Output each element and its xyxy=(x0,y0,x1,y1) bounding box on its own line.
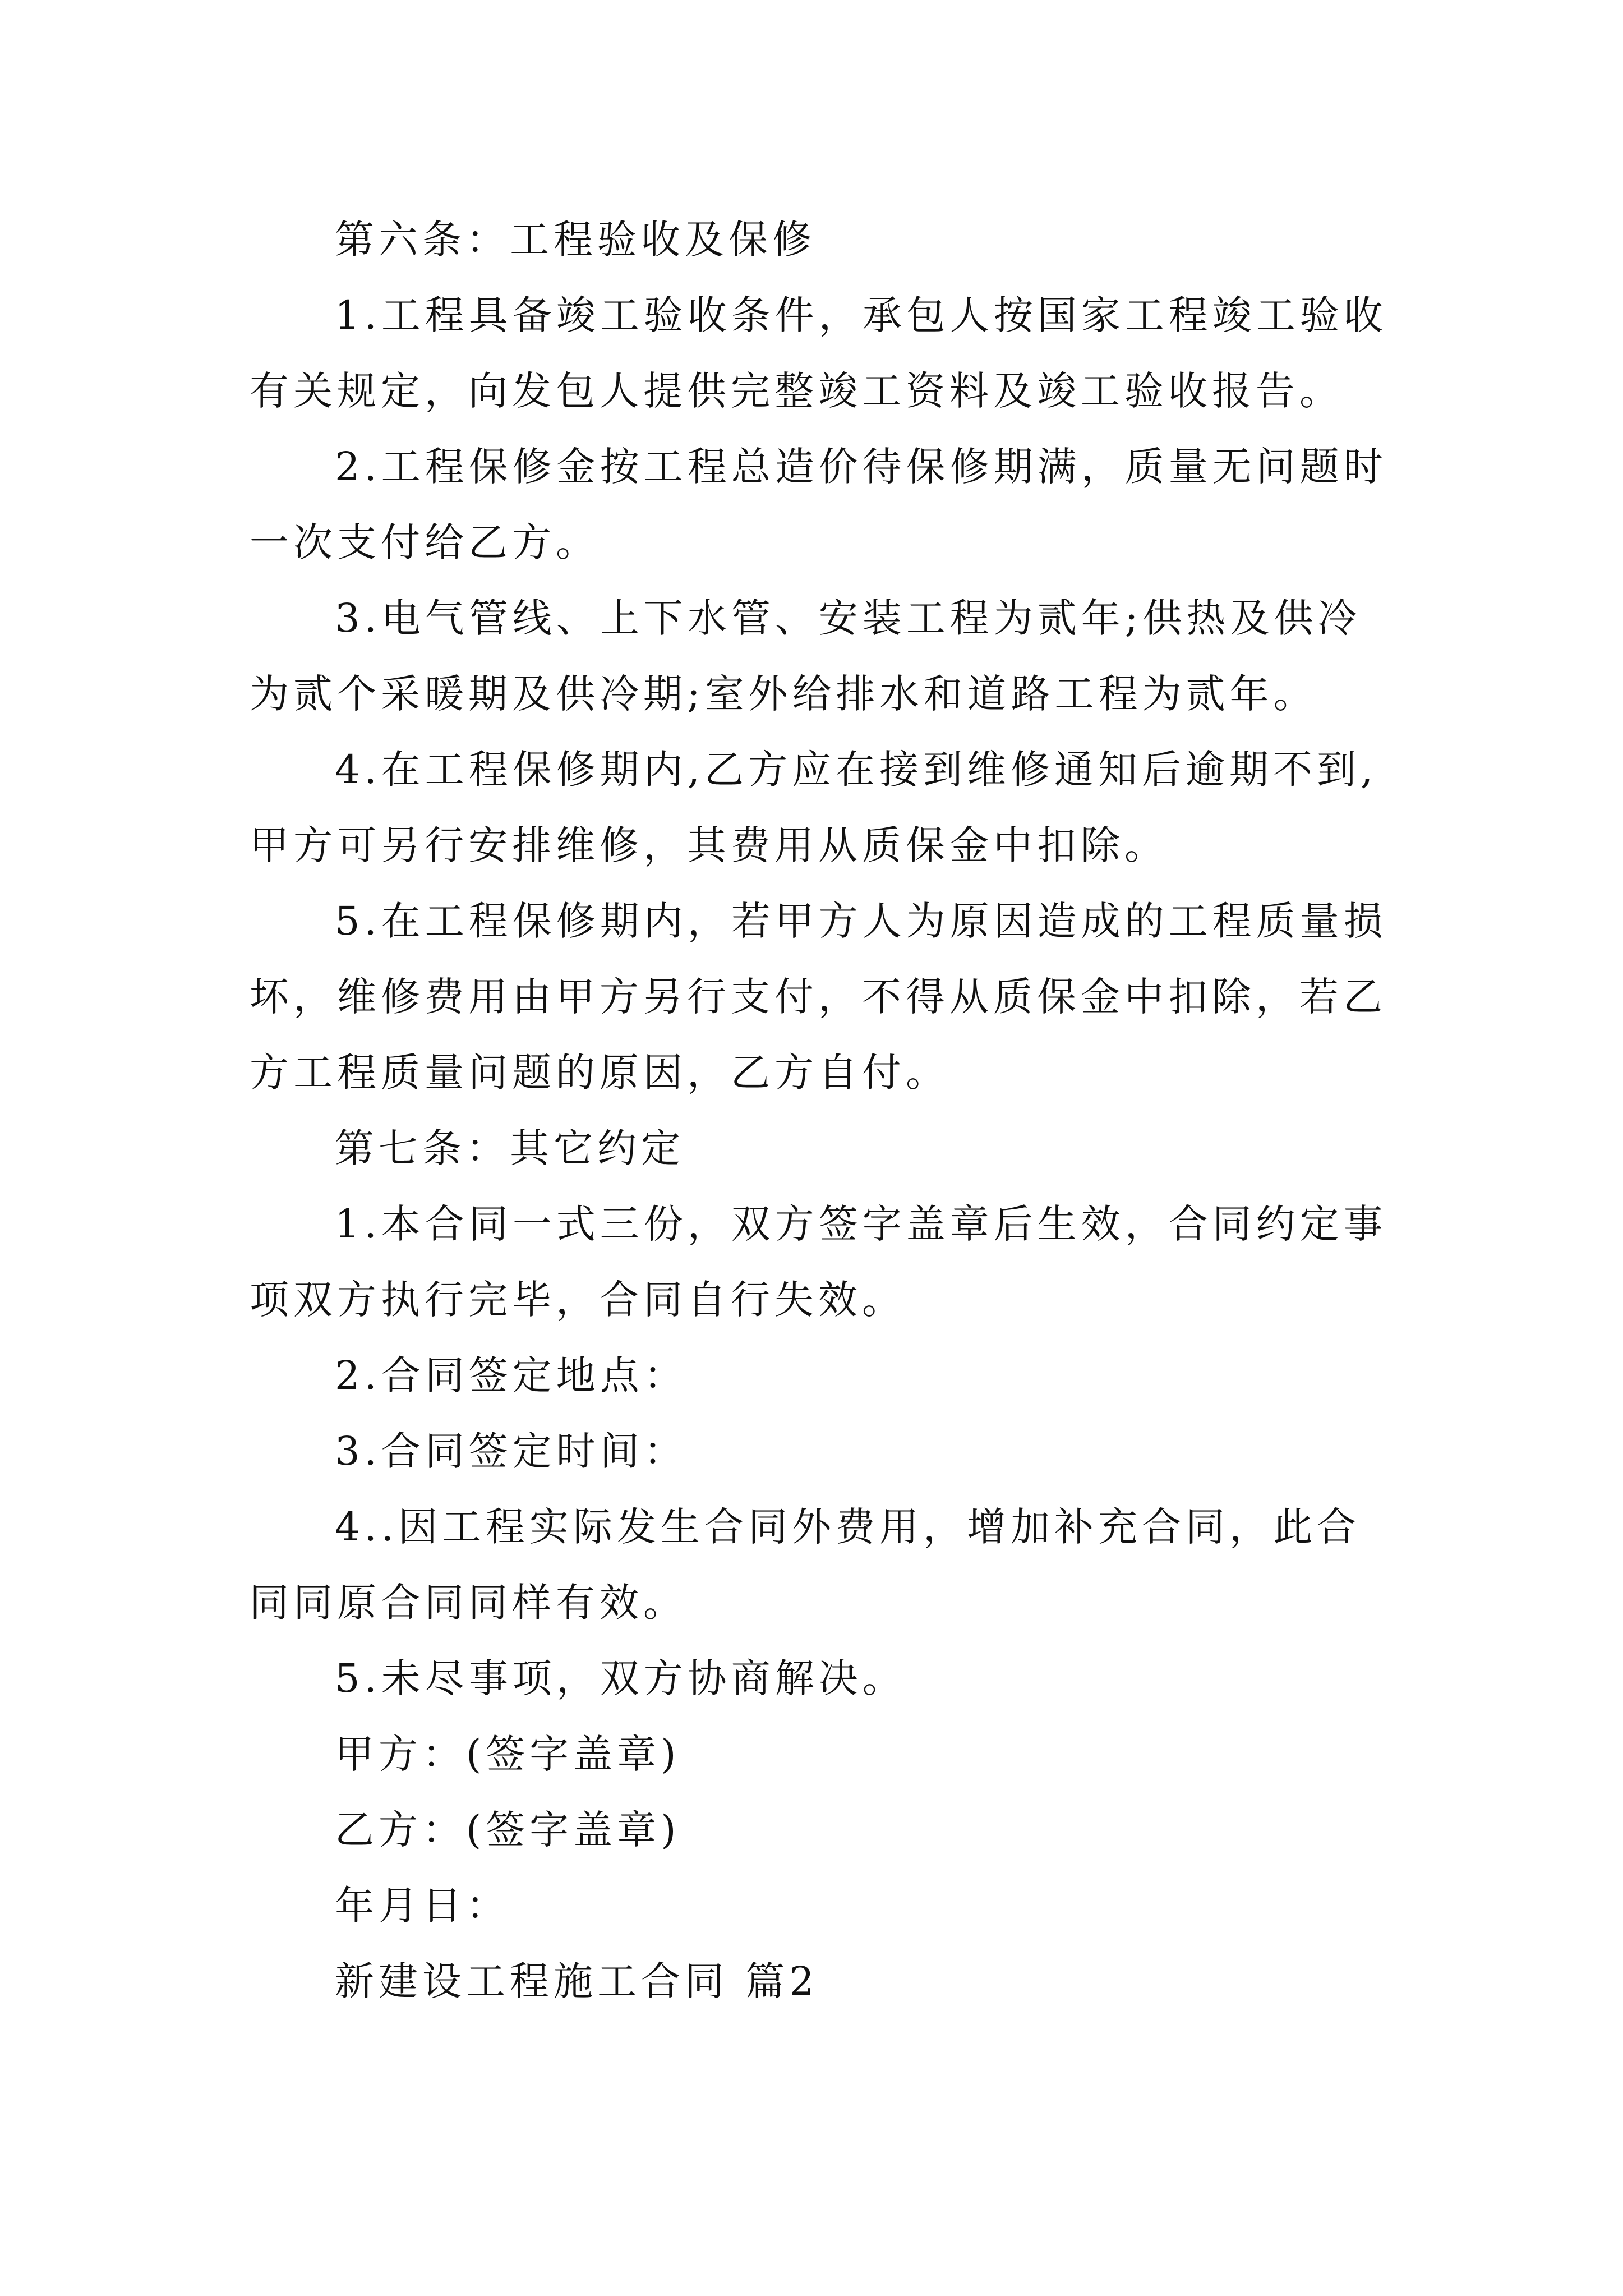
paragraph: 3.电气管线、上下水管、安装工程为贰年;供热及供冷为贰个采暖期及供冷期;室外给排水和道路工程为贰年。 xyxy=(250,595,1362,717)
document-body xyxy=(250,202,1391,2019)
paragraph: 1.工程具备竣工验收条件，承包人按国家工程竣工验收有关规定，向发包人提供完整竣工资料及竣工验收报告。 xyxy=(250,292,1387,414)
section-heading-6: 第六条：工程验收及保修 xyxy=(335,217,816,263)
paragraph: 5.在工程保修期内，若甲方人为原因造成的工程质量损坏，维修费用由甲方另行支付，不得从质保金中扣除，若乙方工程质量问题的原因，乙方自付。 xyxy=(250,898,1387,1096)
paragraph: 3.合同签定时间： xyxy=(335,1428,688,1474)
section-heading-7: 第七条：其它约定 xyxy=(335,1125,685,1171)
party-a-signature-line: 甲方：(签字盖章) xyxy=(335,1731,681,1777)
paragraph: 2.合同签定地点： xyxy=(335,1352,688,1398)
paragraph: 4..因工程实际发生合同外费用，增加补充合同，此合同同原合同同样有效。 xyxy=(250,1504,1361,1626)
next-document-title: 新建设工程施工合同 篇2 xyxy=(335,1958,819,2004)
paragraph: 1.本合同一式三份，双方签字盖章后生效，合同约定事项双方执行完毕，合同自行失效。 xyxy=(250,1201,1387,1323)
date-line: 年月日： xyxy=(335,1883,510,1929)
paragraph: 4.在工程保修期内,乙方应在接到维修通知后逾期不到,甲方可另行安排维修，其费用从质保金中扣除。 xyxy=(250,747,1378,868)
paragraph: 2.工程保修金按工程总造价待保修期满，质量无问题时一次支付给乙方。 xyxy=(250,444,1387,565)
paragraph: 5.未尽事项，双方协商解决。 xyxy=(335,1655,906,1701)
party-b-signature-line: 乙方：(签字盖章) xyxy=(335,1807,681,1853)
